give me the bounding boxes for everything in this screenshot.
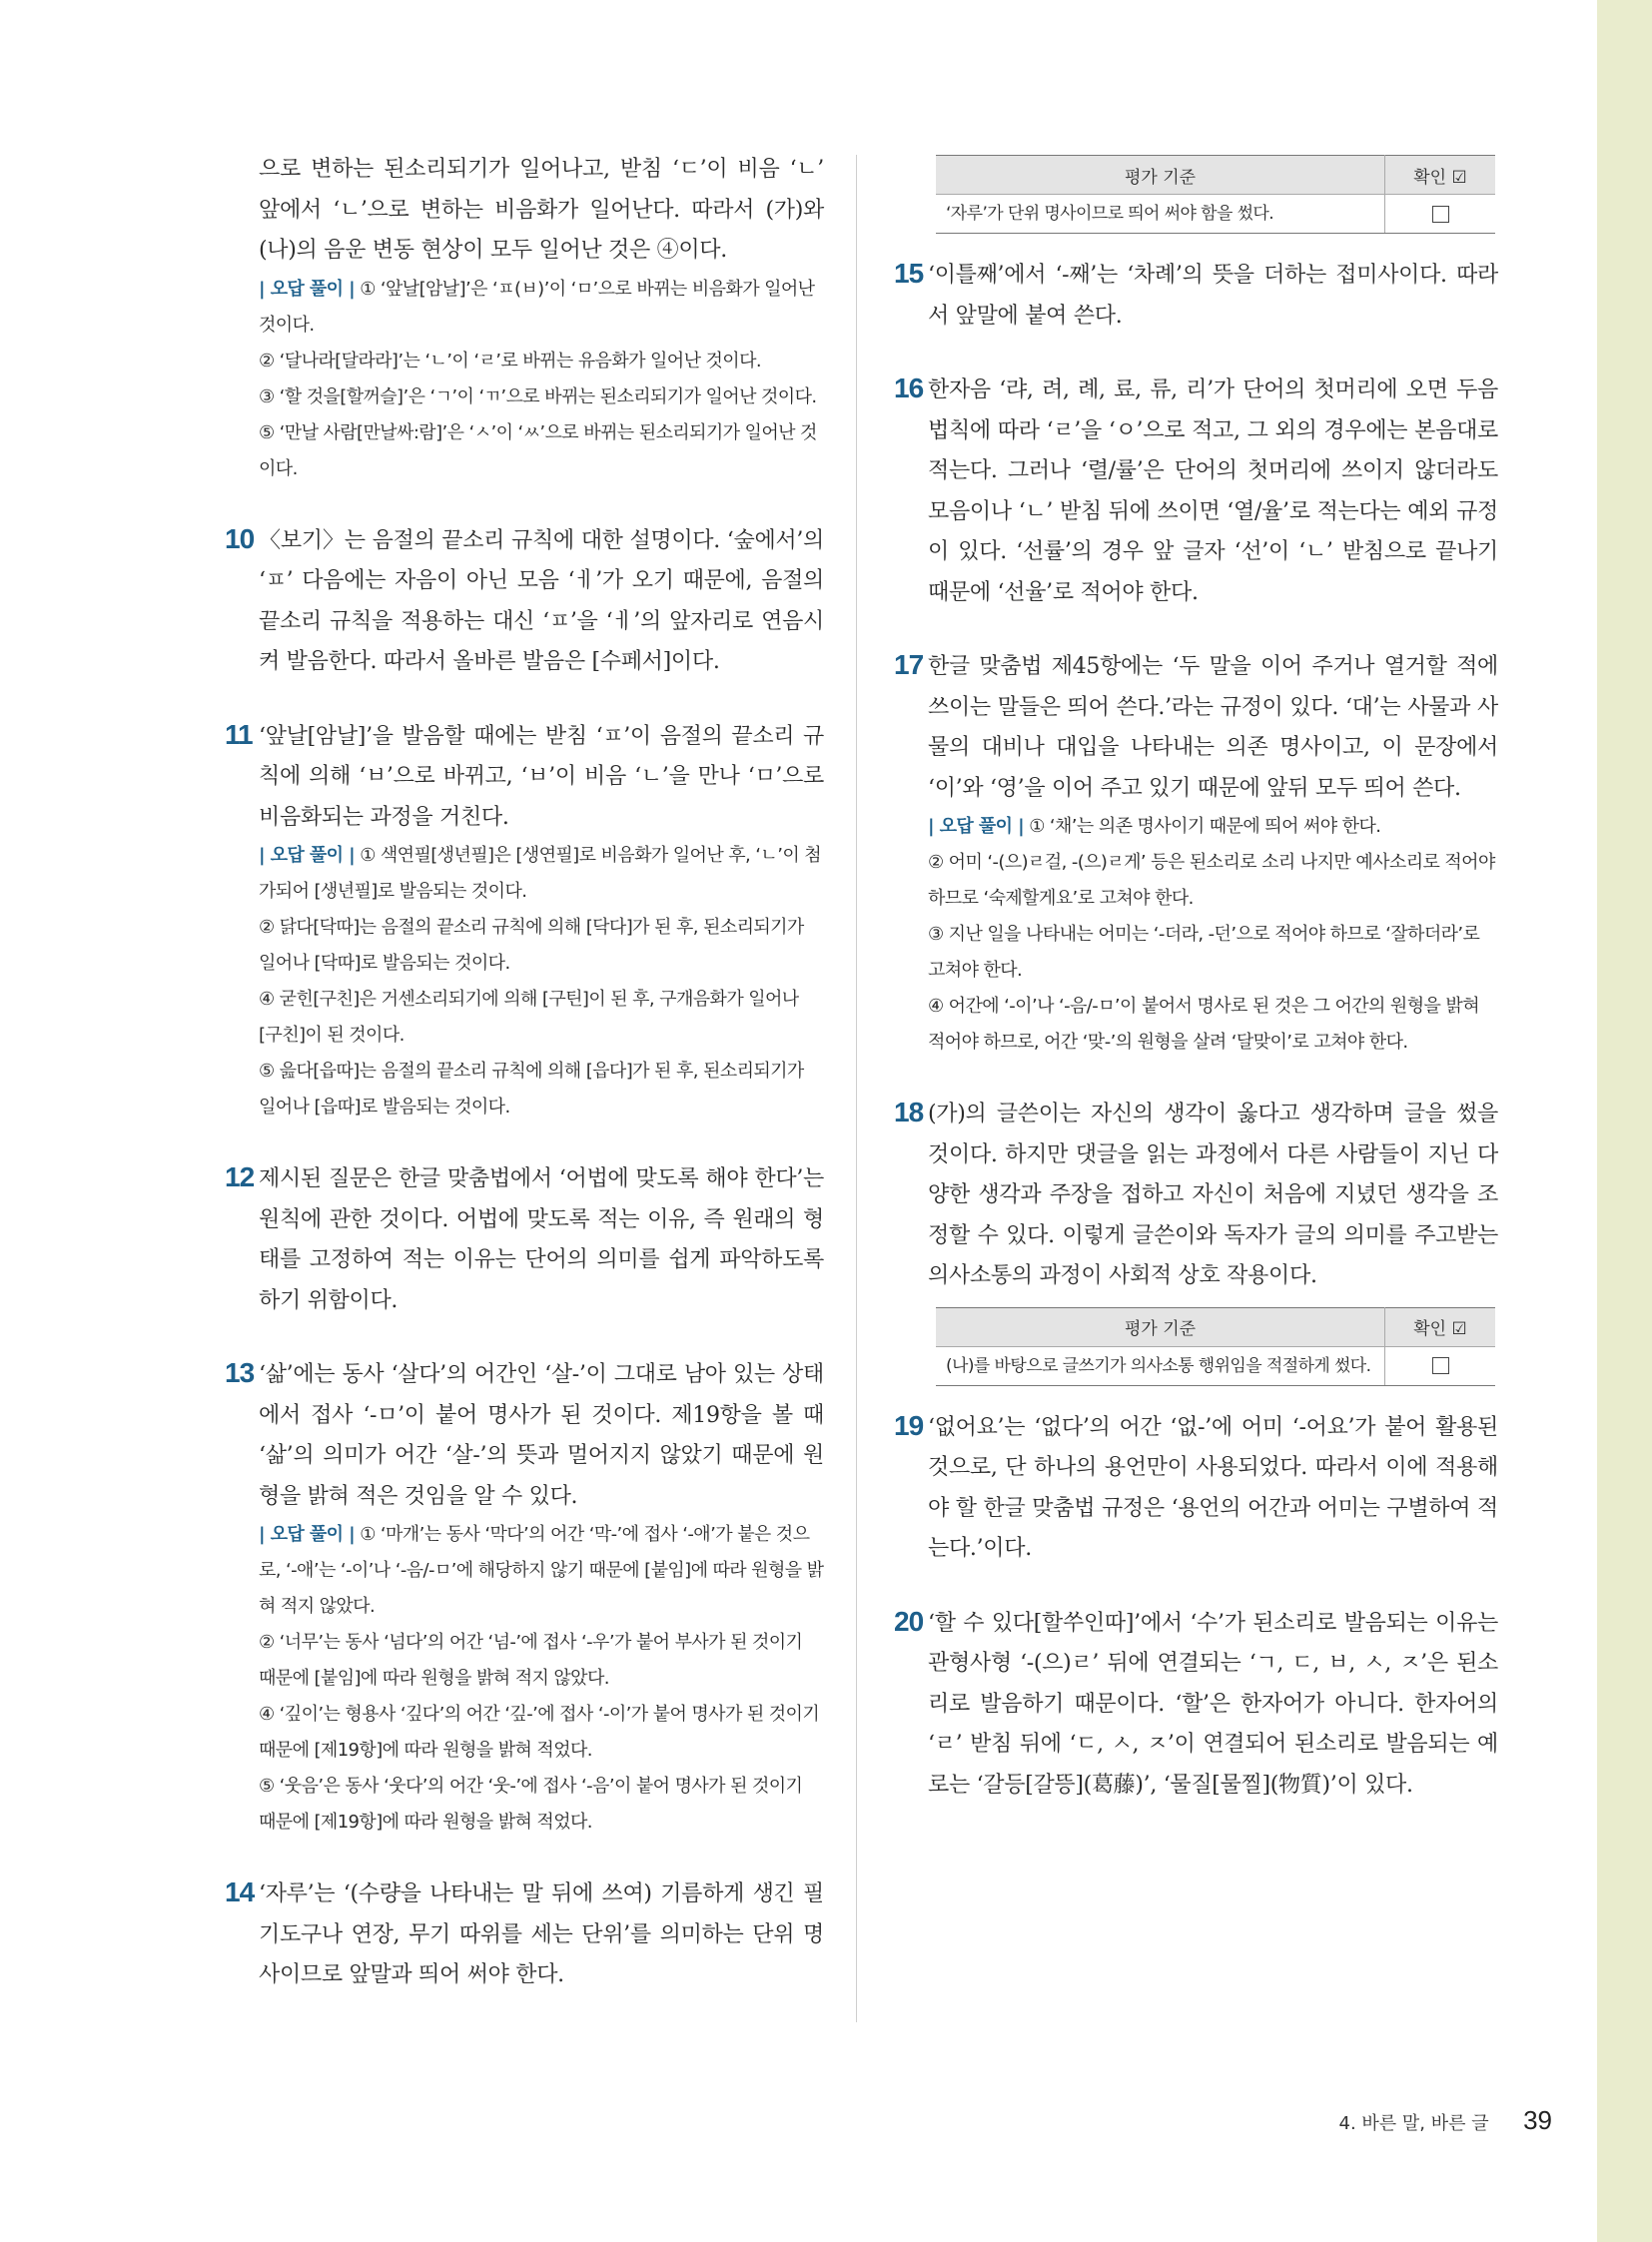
answer-number: 15: [894, 258, 924, 289]
table-cell-criteria: ‘자루’가 단위 명사이므로 띄어 써야 함을 썼다.: [936, 195, 1385, 234]
answer-18: [894, 1095, 1498, 1297]
answer-number: 19: [894, 1409, 924, 1441]
answer-11-notes: [259, 838, 824, 1125]
table-header-criteria: 평가 기준: [936, 1307, 1385, 1346]
answer-text: 한글 맞춤법 제45항에는 ‘두 말을 이어 주거나 열거할 적에 쓰이는 말들은 띄어 쓴다.’라는 규정이 있다. ‘대’는 사물과 사물의 대비나 대입을 나타내는 의존 명사이고, 이 문장에서 ‘이’와 ‘영’을 이어 주고 있기 때문에 앞뒤 모두 띄어 쓴다.: [928, 654, 1498, 801]
side-color-band: [1597, 0, 1652, 2242]
note-line: ② ‘너무’는 동사 ‘넘다’의 어간 ‘넘-’에 접사 ‘-우’가 붙어 부사가 된 것이기 때문에 [붙임]에 따라 원형을 밝혀 적지 않았다.: [259, 1632, 803, 1689]
answer-text: 한자음 ‘랴, 려, 례, 료, 류, 리’가 단어의 첫머리에 오면 두음 법칙에 따라 ‘ㄹ’을 ‘ㅇ’으로 적고, 그 외의 경우에는 본음대로 적는다. 그러나 ‘렬/률’은 단어의 첫머리에 쓰이지 않더라도 모음이나 ‘ㄴ’ 받침 뒤에 쓰이면 ‘열/율’로 적는다는 예외 규정이 있다. ‘선률’의 경우 앞 글자 ‘선’이 ‘ㄴ’ 받침으로 끝나기 때문에 ‘선율’로 적어야 한다.: [928, 377, 1498, 605]
left-column: [225, 150, 824, 2030]
table-cell-criteria: (나)를 바탕으로 글쓰기가 의사소통 행위임을 적절하게 썼다.: [936, 1346, 1385, 1385]
answer-10: [225, 521, 824, 683]
answer-16: [894, 371, 1498, 613]
answer-text: ‘없어요’는 ‘없다’의 어간 ‘없-’에 어미 ‘-어요’가 붙어 활용된 것으로, 단 하나의 용언만이 사용되었다. 따라서 이에 적용해야 할 한글 맞춤법 규정은 ‘용언의 어간과 어미는 구별하여 적는다.’이다.: [928, 1414, 1498, 1561]
checkbox-icon: [1432, 1357, 1449, 1374]
wrong-answer-tag: | 오답 풀이 |: [259, 1524, 356, 1545]
note-line: ② ‘달나라[달라라]’는 ‘ㄴ’이 ‘ㄹ’로 바뀌는 유음화가 일어난 것이다.: [259, 350, 761, 372]
answer-17: [894, 647, 1498, 1061]
answer-14: [225, 1874, 824, 1996]
note-line: ① 색연필[생년필]은 [생연필]로 비음화가 일어난 후, ‘ㄴ’이 첨가되어 [생년필]로 발음되는 것이다.: [259, 845, 822, 902]
note-line: ④ 어간에 ‘-이’나 ‘-음/-ㅁ’이 붙어서 명사로 된 것은 그 어간의 원형을 밝혀 적어야 하므로, 어간 ‘맞-’의 원형을 살려 ‘달맞이’로 고쳐야 한다.: [928, 996, 1479, 1053]
answer-9-notes: [259, 272, 824, 487]
evaluation-table-2-wrap: [894, 1307, 1498, 1386]
table-header-criteria: 평가 기준: [936, 156, 1385, 195]
answer-number: 17: [894, 649, 924, 680]
wrong-answer-tag: | 오답 풀이 |: [259, 278, 356, 300]
note-line: ③ ‘할 것을[할꺼슬]’은 ‘ㄱ’이 ‘ㄲ’으로 바뀌는 된소리되기가 일어난 것이다.: [259, 385, 817, 407]
note-line: ② 어미 ‘-(으)ㄹ걸, -(으)ㄹ게’ 등은 된소리로 소리 나지만 예사소리로 적어야 하므로 ‘숙제할게요’로 고쳐야 한다.: [928, 852, 1495, 909]
page-footer: [1339, 2105, 1553, 2136]
checkbox-icon: [1432, 206, 1449, 223]
evaluation-table-1-wrap: [894, 155, 1498, 234]
answer-text: ‘앞날[암날]’을 발음할 때에는 받침 ‘ㅍ’이 음절의 끝소리 규칙에 의해 ‘ㅂ’으로 바뀌고, ‘ㅂ’이 비음 ‘ㄴ’을 만나 ‘ㅁ’으로 비음화되는 과정을 거친다.: [259, 723, 824, 830]
answer-text: 〈보기〉는 음절의 끝소리 규칙에 대한 설명이다. ‘숲에서’의 ‘ㅍ’ 다음에는 자음이 아닌 모음 ‘ㅔ’가 오기 때문에, 음절의 끝소리 규칙을 적용하는 대신 ‘ㅍ’을 ‘ㅔ’의 앞자리로 연음시켜 발음한다. 따라서 올바른 발음은 [수페서]이다.: [259, 527, 824, 674]
answer-text: ‘자루’는 ‘(수량을 나타내는 말 뒤에 쓰여) 기름하게 생긴 필기도구나 연장, 무기 따위를 세는 단위’를 의미하는 단위 명사이므로 앞말과 띄어 써야 한다.: [259, 1881, 824, 1987]
answer-17-notes: [928, 809, 1498, 1061]
answer-13-notes: [259, 1517, 824, 1841]
note-line: ① ‘앞날[암날]’은 ‘ㅍ(ㅂ)’이 ‘ㅁ’으로 바뀌는 비음화가 일어난 것이다.: [259, 278, 815, 336]
answer-number: 20: [894, 1605, 924, 1637]
check-box[interactable]: [1385, 195, 1496, 234]
note-line: ⑤ ‘웃음’은 동사 ‘웃다’의 어간 ‘웃-’에 접사 ‘-음’이 붙어 명사가 된 것이기 때문에 [제19항]에 따라 원형을 밝혀 적었다.: [259, 1776, 803, 1833]
answer-number: 14: [225, 1876, 255, 1907]
note-line: ⑤ 읊다[읍따]는 음절의 끝소리 규칙에 의해 [읍다]가 된 후, 된소리되기가 일어나 [읍따]로 발음되는 것이다.: [259, 1061, 804, 1118]
answer-20: [894, 1604, 1498, 1807]
note-line: ④ 굳힌[구친]은 거센소리되기에 의해 [구틴]이 된 후, 구개음화가 일어나 [구친]이 된 것이다.: [259, 989, 799, 1046]
answer-number: 10: [225, 522, 255, 554]
note-line: ④ ‘깊이’는 형용사 ‘깊다’의 어간 ‘깊-’에 접사 ‘-이’가 붙어 명사가 된 것이기 때문에 [제19항]에 따라 원형을 밝혀 적었다.: [259, 1704, 820, 1761]
answer-number: 18: [894, 1097, 924, 1127]
note-line: ① ‘채’는 의존 명사이기 때문에 띄어 써야 한다.: [1029, 816, 1381, 837]
answer-text: ‘삶’에는 동사 ‘살다’의 어간인 ‘살-’이 그대로 남아 있는 상태에서 접사 ‘-ㅁ’이 붙어 명사가 된 것이다. 제19항을 볼 때 ‘삶’의 의미가 어간 ‘살-’의 뜻과 멀어지지 않았기 때문에 원형을 밝혀 적은 것임을 알 수 있다.: [259, 1362, 824, 1509]
answer-text: ‘할 수 있다[할쑤인따]’에서 ‘수’가 된소리로 발음되는 이유는 관형사형 ‘-(으)ㄹ’ 뒤에 연결되는 ‘ㄱ, ㄷ, ㅂ, ㅅ, ㅈ’은 된소리로 발음하기 때문이다. ‘할’은 한자어가 아니다. 한자어의 ‘ㄹ’ 받침 뒤에 ‘ㄷ, ㅅ, ㅈ’이 연결되어 된소리로 발음되는 예로는 ‘갈등[갈뜽](葛藤)’, ‘물질[물찔](物質)’이 있다.: [928, 1610, 1498, 1798]
answer-text: 제시된 질문은 한글 맞춤법에서 ‘어법에 맞도록 해야 한다’는 원칙에 관한 것이다. 어법에 맞도록 적는 이유, 즉 원래의 형태를 고정하여 적는 이유는 단어의 의미를 쉽게 파악하도록 하기 위함이다.: [259, 1166, 824, 1313]
answer-11: [225, 717, 824, 1126]
section-title: 4. 바른 말, 바른 글: [1338, 2113, 1489, 2134]
answer-number: 13: [225, 1357, 255, 1388]
page-number: 39: [1523, 2105, 1552, 2135]
column-divider: [856, 155, 857, 2022]
right-column: [894, 155, 1498, 1840]
answer-9-continued: [225, 150, 824, 487]
answer-number: 11: [225, 718, 253, 750]
evaluation-table: [936, 155, 1495, 234]
answer-number: 12: [225, 1161, 255, 1192]
answer-9-text: 으로 변하는 된소리되기가 일어나고, 받침 ‘ㄷ’이 비음 ‘ㄴ’ 앞에서 ‘ㄴ’으로 변하는 비음화가 일어난다. 따라서 (가)와 (나)의 음운 변동 현상이 모두 일어난 것은 ④이다.: [259, 157, 824, 263]
wrong-answer-tag: | 오답 풀이 |: [928, 816, 1025, 837]
note-line: ⑤ ‘만날 사람[만날싸:람]’은 ‘ㅅ’이 ‘ㅆ’으로 바뀌는 된소리되기가 일어난 것이다.: [259, 421, 817, 479]
answer-19: [894, 1408, 1498, 1570]
answer-text: (가)의 글쓴이는 자신의 생각이 옳다고 생각하며 글을 썼을 것이다. 하지만 댓글을 읽는 과정에서 다른 사람들이 지닌 다양한 생각과 주장을 접하고 자신이 처음에 지녔던 생각을 조정할 수 있다. 이렇게 글쓴이와 독자가 글의 의미를 주고받는 의사소통의 과정이 사회적 상호 작용이다.: [928, 1102, 1498, 1288]
table-header-check: 확인 ☑: [1385, 156, 1496, 195]
answer-text: ‘이틀째’에서 ‘-째’는 ‘차례’의 뜻을 더하는 접미사이다. 따라서 앞말에 붙여 쓴다.: [928, 263, 1498, 329]
table-header-check: 확인 ☑: [1385, 1307, 1496, 1346]
answer-15: [894, 256, 1498, 337]
answer-13: [225, 1355, 824, 1841]
answer-12: [225, 1159, 824, 1321]
wrong-answer-tag: | 오답 풀이 |: [259, 845, 356, 866]
check-box[interactable]: [1385, 1346, 1496, 1385]
answer-number: 16: [894, 373, 924, 403]
note-line: ② 닭다[닥따]는 음절의 끝소리 규칙에 의해 [닥다]가 된 후, 된소리되기가 일어나 [닥따]로 발음되는 것이다.: [259, 917, 804, 974]
note-line: ① ‘마개’는 동사 ‘막다’의 어간 ‘막-’에 접사 ‘-애’가 붙은 것으로, ‘-애’는 ‘-이’나 ‘-음/-ㅁ’에 해당하지 않기 때문에 [붙임]에 따라 원형을 밝혀 적지 않았다.: [259, 1524, 824, 1617]
evaluation-table: [936, 1307, 1495, 1386]
note-line: ③ 지난 일을 나타내는 어미는 ‘-더라, -던’으로 적어야 하므로 ‘잘하더라’로 고쳐야 한다.: [928, 924, 1480, 981]
